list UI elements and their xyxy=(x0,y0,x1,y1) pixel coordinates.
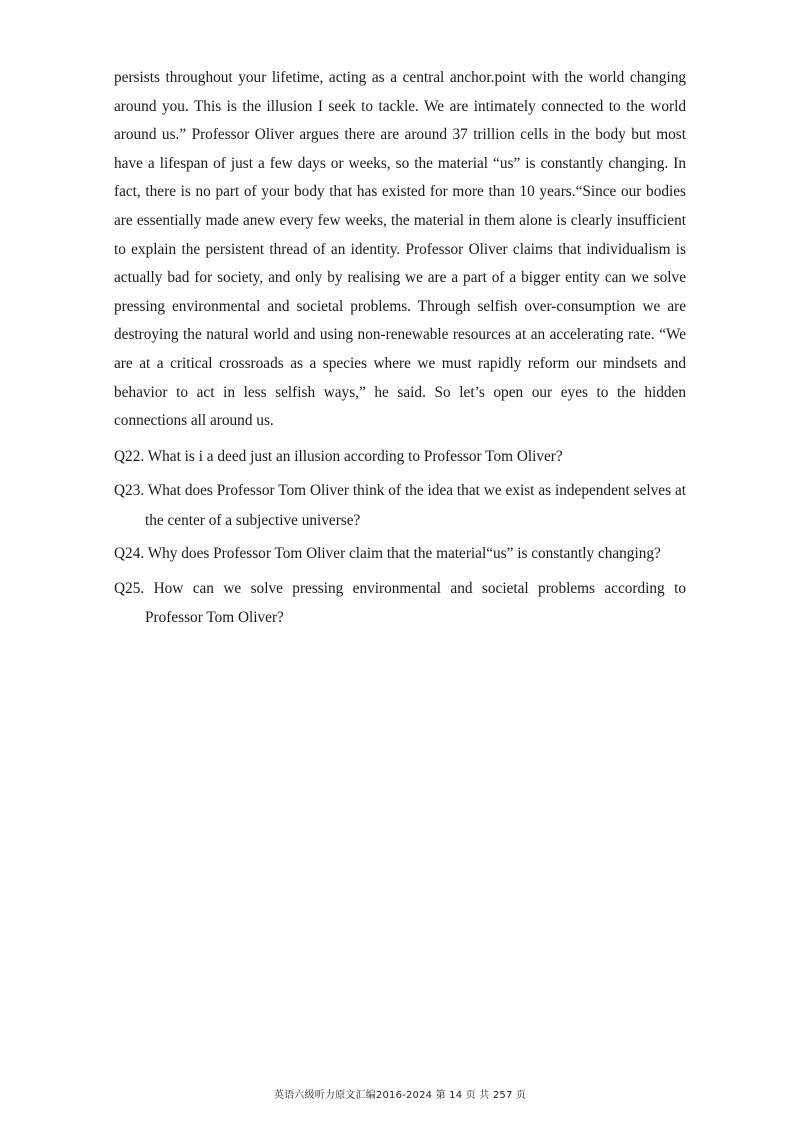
question-24: Q24. Why does Professor Tom Oliver claim that the material“us” is constantly changing? xyxy=(114,545,661,563)
question-25: Q25. How can we solve pressing environmental and societal problems according to Professor Tom Oliver? xyxy=(114,579,686,627)
page-content xyxy=(114,64,686,633)
question-23: Q23. What does Professor Tom Oliver think of the idea that we exist as independent selves at the center of a subjective universe? xyxy=(114,482,686,529)
page-footer: 英语六级听力原文汇编2016-2024 第 14 页 共 257 页 xyxy=(273,1090,527,1101)
question-22: Q22. What is i a deed just an illusion according to Professor Tom Oliver? xyxy=(114,447,563,465)
passage-paragraph: persists throughout your lifetime, acting as a central anchor.point with the world changing around you. This is the illusion I seek to tackle. We are intimately connected to the world around us.” Professor Oliver argues there are around 37 trillion cells in the body but most have a lifespan of just a few days or weeks, so the material “us” is constantly changing. In fact, there is no part of your body that has existed for more than 10 years.“Since our bodies are essentially made anew every few weeks, the material in them alone is clearly insufficient to explain the persistent thread of an identity. Professor Oliver claims that individualism is actually bad for society, and only by realising we are a part of a bigger entity can we solve pressing environmental and societal problems. Through selfish over-consumption we are destroying the natural world and using non-renewable resources at an accelerating rate. “We are at a critical crossroads as a species where we must rapidly reform our mindsets and behavior to act in less selfish ways,” he said. So let’s open our eyes to the hidden connections all around us. xyxy=(114,69,686,430)
